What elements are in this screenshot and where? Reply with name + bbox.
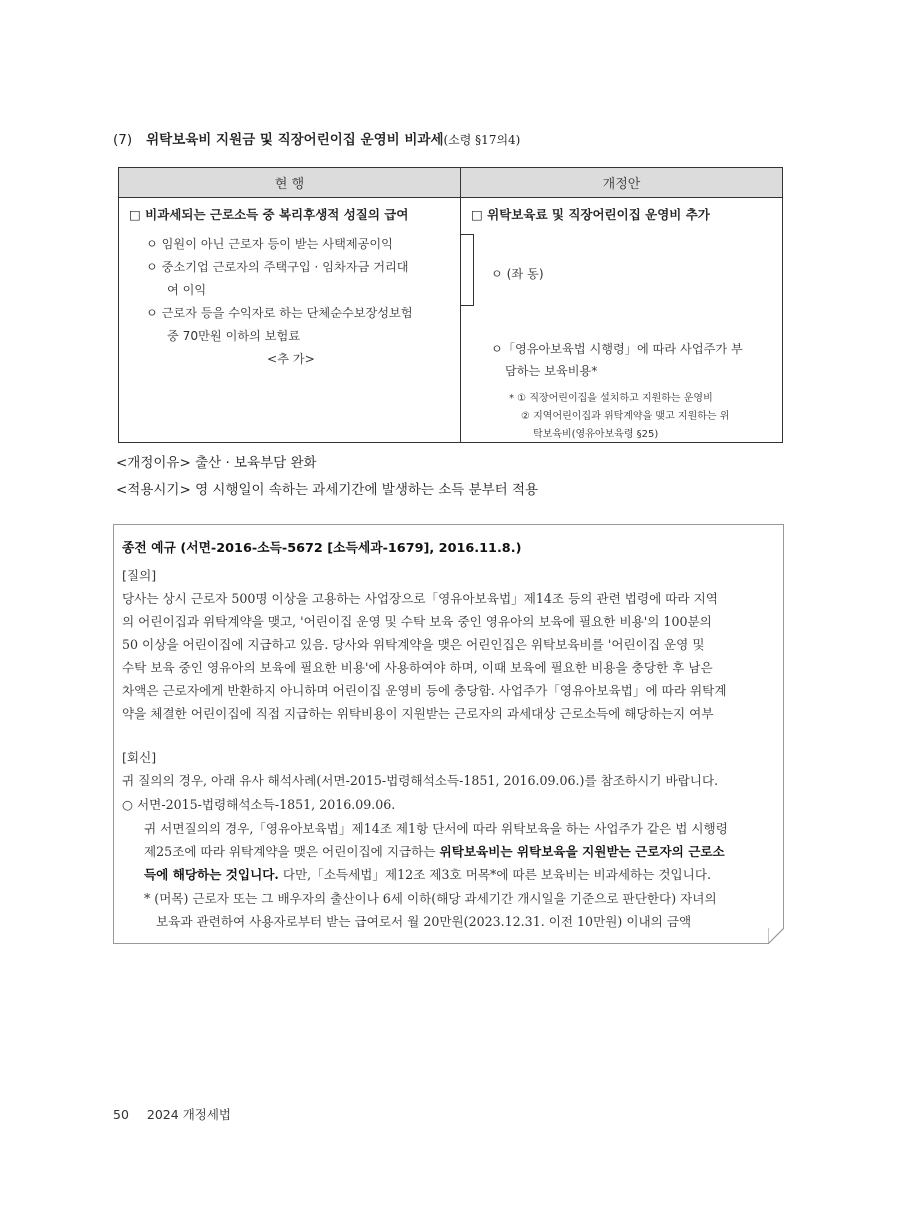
ruling-title: 종전 예규 (서면-2016-소득-5672 [소득세과-1679], 2016.11.8.) — [122, 541, 522, 556]
proposed-cell — [461, 198, 783, 443]
proposed-note: * ① 직장어린이집을 설치하고 지원하는 운영비 — [509, 393, 713, 404]
question-line: 차액은 근로자에게 반환하지 아니하며 어린이집 운영비 등에 충당함. 사업주가「영유아보육법」에 따라 위탁계 — [122, 683, 727, 698]
answer-emphasis: 득에 해당하는 것입니다. — [144, 867, 279, 882]
proposed-note: 탁보육비(영유아보육령 §25) — [533, 429, 659, 440]
section-reference: (소령 §17의4) — [443, 133, 521, 147]
question-line: 의 어린이집과 위탁계약을 맺고, '어린이집 운영 및 수탁 보육 중인 영유아의 보육에 필요한 비용'의 100분의 — [122, 614, 712, 629]
previous-ruling-box — [113, 524, 784, 944]
current-heading: □ 비과세되는 근로소득 중 복리후생적 성질의 급여 — [129, 207, 409, 222]
question-line: 50 이상을 어린이집에 지급하고 있음. 당사와 위탁계약을 맺은 어린인집은 위탁보육비를 '어린이집 운영 및 — [122, 637, 705, 652]
question-line: 수탁 보육 중인 영유아의 보육에 필요한 비용'에 사용하여야 하며, 이때 보육에 필요한 비용을 충당한 후 남은 — [122, 660, 713, 675]
amendment-reason: <개정이유> 출산 · 보육부담 완화 — [116, 455, 317, 471]
current-item: ㅇ 임원이 아닌 근로자 등이 받는 사택제공이익 — [146, 237, 393, 251]
page-fold-corner — [768, 928, 784, 944]
current-item: ㅇ 중소기업 근로자의 주택구입 · 임차자금 거리대 — [146, 260, 409, 274]
book-title: 2024 개정세법 — [146, 1107, 231, 1122]
answer-emphasis: 위탁보육비는 위탁보육을 지원받는 근로자의 근로소 — [439, 844, 725, 859]
same-bracket — [461, 234, 474, 306]
proposed-item: ㅇ「영유아보육법 시행령」에 따라 사업주가 부 — [491, 342, 743, 356]
same-as-left: ㅇ (좌 동) — [491, 267, 544, 281]
proposed-item-cont: 담하는 보육비용* — [505, 364, 598, 378]
answer-intro: 귀 질의의 경우, 아래 유사 해석사례(서면-2015-법령해석소득-1851, 2016.09.06.)를 참조하시기 바랍니다. — [122, 773, 719, 788]
section-title — [113, 128, 520, 148]
page-number: 50 — [113, 1107, 129, 1122]
answer-note: * (머목) 근로자 또는 그 배우자의 출산이나 6세 이하(해당 과세기간 개시일을 기준으로 판단한다) 자녀의 — [144, 891, 717, 906]
current-cell — [119, 198, 461, 443]
proposed-heading: □ 위탁보육료 및 직장어린이집 운영비 추가 — [471, 207, 710, 222]
current-item-cont: 중 70만원 이하의 보험료 — [167, 329, 301, 343]
comparison-table — [118, 167, 783, 443]
question-line: 약을 체결한 어린이집에 직접 지급하는 위탁비용이 지원받는 근로자의 과세대상 근로소득에 해당하는지 여부 — [122, 706, 714, 721]
answer-line: 귀 서면질의의 경우,「영유아보육법」제14조 제1항 단서에 따라 위탁보육을 하는 사업주가 같은 법 시행령 — [144, 821, 728, 836]
answer-label: [회신] — [122, 750, 157, 765]
addition-placeholder: <추 가> — [267, 352, 315, 366]
page-footer — [113, 1105, 231, 1123]
question-label: [질의] — [122, 568, 157, 583]
answer-line: 제25조에 따라 위탁계약을 맺은 어린이집에 지급하는 위탁보육비는 위탁보육을 지원받는 근로자의 근로소 — [144, 844, 725, 859]
section-number: (7) — [113, 132, 133, 148]
effective-date: <적용시기> 영 시행일이 속하는 과세기간에 발생하는 소득 분부터 적용 — [116, 482, 539, 498]
question-line: 당사는 상시 근로자 500명 이상을 고용하는 사업장으로「영유아보육법」제14조 등의 관련 법령에 따라 지역 — [122, 591, 718, 606]
answer-line: 득에 해당하는 것입니다. 다만,「소득세법」제12조 제3호 머목*에 따른 보육비는 비과세하는 것입니다. — [144, 867, 711, 882]
answer-note: 보육과 관련하여 사용자로부터 받는 급여로서 월 20만원(2023.12.31. 이전 10만원) 이내의 금액 — [156, 914, 692, 929]
current-item: ㅇ 근로자 등을 수익자로 하는 단체순수보장성보험 — [146, 306, 413, 320]
section-heading: 위탁보육비 지원금 및 직장어린이집 운영비 비과세 — [146, 132, 444, 148]
current-item-cont: 여 이익 — [167, 283, 207, 297]
proposed-note: ② 지역어린이집과 위탁계약을 맺고 지원하는 위 — [521, 411, 730, 422]
answer-reference: ○ 서면-2015-법령해석소득-1851, 2016.09.06. — [122, 797, 396, 812]
header-proposed: 개정안 — [461, 168, 783, 198]
header-current: 현 행 — [119, 168, 461, 198]
